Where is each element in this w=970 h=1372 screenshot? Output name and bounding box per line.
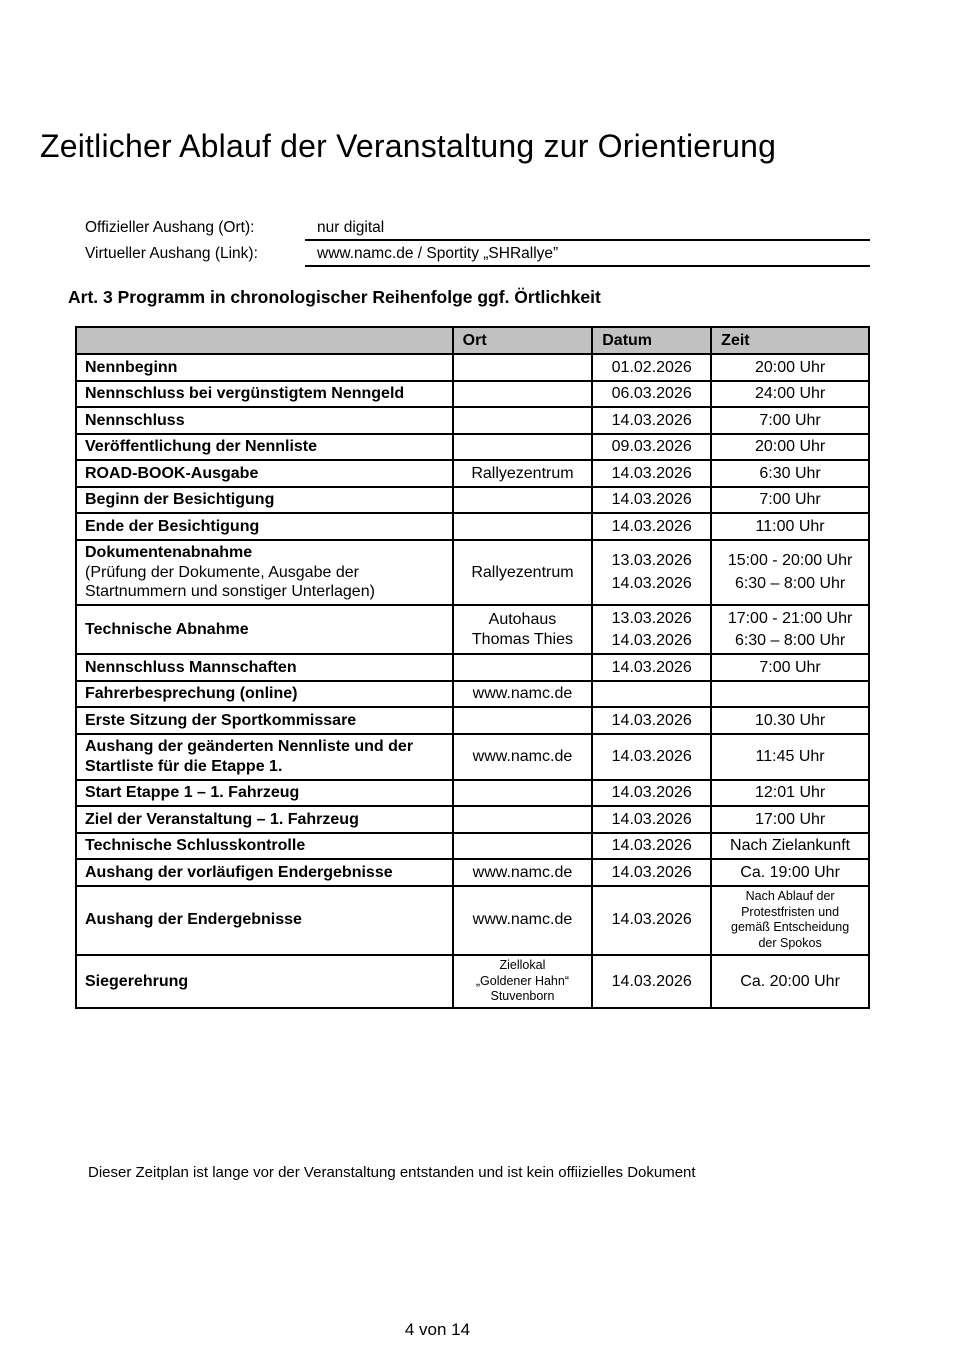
datum-line: 14.03.2026 [611,574,692,592]
zeit-cell [711,460,869,487]
zeit-line: 6:30 – 8:00 Uhr [734,574,846,592]
event-cell [76,859,453,886]
datum-line: 14.03.2026 [611,711,692,729]
table-row [76,806,869,833]
datum-cell [592,734,711,780]
event-cell [76,513,453,540]
datum-line: 13.03.2026 [611,552,692,570]
aushang-link-value: www.namc.de / Sportity „SHRallye” [305,243,870,267]
event-cell [76,955,453,1009]
zeit-line: 17:00 - 21:00 Uhr [727,609,853,627]
ort-cell [453,734,593,780]
ort-cell [453,886,593,955]
zeit-cell [711,654,869,681]
zeit-line: 7:00 Uhr [759,411,821,429]
datum-line: 01.02.2026 [611,358,692,376]
zeit-cell [711,487,869,514]
zeit-cell [711,407,869,434]
datum-line: 14.03.2026 [611,911,692,929]
zeit-line: gemäß Entscheidung [731,920,850,934]
event-cell [76,460,453,487]
datum-line: 14.03.2026 [611,517,692,535]
aushang-ort-value: nur digital [305,217,870,241]
zeit-cell [711,434,869,461]
event-sublabel: (Prüfung der Dokumente, Ausgabe der Startnummern und sonstiger Unterlagen) [85,563,375,600]
zeit-cell [711,381,869,408]
ort-cell [453,605,593,654]
zeit-cell [711,605,869,654]
aushang-row-ort [85,216,870,241]
event-label: Veröffentlichung der Nennliste [85,438,318,455]
event-cell [76,540,453,606]
ort-cell [453,833,593,860]
ort-line: Rallyezentrum [471,563,574,581]
table-row [76,487,869,514]
event-label: Nennbeginn [85,358,178,376]
event-label: Erste Sitzung der Sportkommissare [85,711,357,729]
event-cell [76,806,453,833]
event-cell [76,407,453,434]
zeit-line: Ca. 19:00 Uhr [740,863,840,881]
event-cell [76,833,453,860]
event-cell [76,734,453,780]
event-cell [76,354,453,381]
aushang-block [85,216,870,268]
datum-line: 14.03.2026 [611,747,692,765]
datum-cell [592,859,711,886]
zeit-line: Protestfristen und [741,904,840,919]
event-cell [76,381,453,408]
event-cell [76,654,453,681]
zeit-line: 17:00 Uhr [754,810,826,828]
ort-cell [453,780,593,807]
schedule-table [75,326,870,1009]
datum-cell [592,955,711,1009]
header-datum: Datum [592,327,711,354]
zeit-line: 11:45 Uhr [755,747,825,765]
zeit-line: Nach Zielankunft [730,837,851,854]
datum-line: 14.03.2026 [611,658,692,676]
ort-cell [453,460,593,487]
table-row [76,654,869,681]
table-row [76,833,869,860]
table-row [76,434,869,461]
event-label: Ende der Besichtigung [85,517,260,535]
ort-line: www.namc.de [472,911,573,929]
datum-cell [592,833,711,860]
event-label: Aushang der vorläufigen Endergebnisse [85,863,393,881]
datum-cell [592,886,711,955]
table-header-row [76,327,869,354]
zeit-cell [711,681,869,708]
event-cell [76,487,453,514]
ort-line: „Goldener Hahn“ [475,973,569,988]
event-label: Technische Schlusskontrolle [85,837,306,854]
ort-cell [453,707,593,734]
table-row [76,513,869,540]
header-ort: Ort [453,327,593,354]
event-label: Aushang der geänderten Nennliste und der Startliste für die Etappe 1. [85,738,414,775]
zeit-cell [711,955,869,1009]
ort-cell [453,354,593,381]
page-title: Zeitlicher Ablauf der Veranstaltung zur Orientierung [40,128,777,164]
event-label: Start Etappe 1 – 1. Fahrzeug [85,784,300,801]
table-row [76,540,869,606]
datum-line: 14.03.2026 [611,464,692,482]
event-cell [76,681,453,708]
event-label: Aushang der Endergebnisse [85,911,302,929]
datum-line: 14.03.2026 [611,411,692,429]
table-row [76,859,869,886]
table-row [76,407,869,434]
zeit-line: 11:00 Uhr [755,517,825,535]
ort-line: www.namc.de [472,685,573,702]
event-label: Dokumentenabnahme [85,544,253,561]
datum-line: 14.03.2026 [611,810,692,828]
zeit-line: 7:00 Uhr [759,491,821,508]
datum-line: 14.03.2026 [611,863,692,881]
event-label: Siegerehrung [85,972,189,990]
page-number: 4 von 14 [404,1320,471,1339]
datum-cell [592,513,711,540]
zeit-line: 15:00 - 20:00 Uhr [727,552,853,570]
aushang-ort-label: Offizieller Aushang (Ort): [85,219,255,236]
zeit-cell [711,806,869,833]
datum-cell [592,407,711,434]
datum-cell [592,654,711,681]
event-label: Fahrerbesprechung (online) [85,685,298,702]
event-cell [76,707,453,734]
zeit-line: 6:30 – 8:00 Uhr [734,632,846,649]
ort-cell [453,434,593,461]
event-cell [76,605,453,654]
table-row [76,886,869,955]
ort-cell [453,654,593,681]
event-cell [76,886,453,955]
event-label: Ziel der Veranstaltung – 1. Fahrzeug [85,810,359,828]
zeit-line: 10.30 Uhr [754,711,826,729]
datum-line: 14.03.2026 [611,491,692,508]
event-cell [76,434,453,461]
event-label: Nennschluss [85,411,185,429]
zeit-cell [711,859,869,886]
ort-cell [453,381,593,408]
ort-line: Rallyezentrum [471,464,574,482]
table-row [76,681,869,708]
aushang-link-label: Virtueller Aushang (Link): [85,245,258,262]
zeit-line: 20:00 Uhr [754,358,826,376]
datum-cell [592,605,711,654]
zeit-cell [711,707,869,734]
ort-line: Thomas Thies [471,630,573,648]
zeit-cell [711,354,869,381]
zeit-cell [711,734,869,780]
zeit-line: der Spokos [758,935,822,950]
datum-line: 14.03.2026 [611,632,692,649]
zeit-line: 12:01 Uhr [754,784,826,801]
zeit-line: Ca. 20:00 Uhr [740,972,840,990]
zeit-line: 20:00 Uhr [754,438,826,455]
section-heading: Art. 3 Programm in chronologischer Reihenfolge ggf. Örtlichkeit [68,287,601,307]
datum-line: 09.03.2026 [611,438,692,455]
event-label: Nennschluss Mannschaften [85,658,297,676]
table-row [76,780,869,807]
datum-cell [592,381,711,408]
event-label: Beginn der Besichtigung [85,491,275,508]
ort-cell [453,407,593,434]
event-label: Nennschluss bei vergünstigtem Nenngeld [85,385,405,402]
zeit-line: Nach Ablauf der [745,889,835,903]
table-row [76,955,869,1009]
zeit-line: 7:00 Uhr [759,658,821,676]
ort-cell [453,513,593,540]
ort-cell [453,955,593,1009]
ort-line: www.namc.de [472,863,573,881]
ort-cell [453,806,593,833]
datum-line: 14.03.2026 [611,972,692,990]
ort-cell [453,681,593,708]
datum-line: 14.03.2026 [611,837,692,854]
table-row [76,707,869,734]
table-row [76,734,869,780]
zeit-line: 24:00 Uhr [754,385,826,402]
table-row [76,605,869,654]
datum-line: 06.03.2026 [611,385,692,402]
datum-cell [592,487,711,514]
zeit-line: 6:30 Uhr [759,464,821,482]
aushang-row-link [85,242,870,267]
table-row [76,460,869,487]
datum-line: 14.03.2026 [611,784,692,801]
zeit-cell [711,780,869,807]
datum-cell [592,540,711,606]
event-cell [76,780,453,807]
ort-line: Stuvenborn [490,989,555,1003]
header-event [76,327,453,354]
ort-line: Ziellokal [499,958,546,972]
table-row [76,354,869,381]
datum-cell [592,354,711,381]
ort-cell [453,859,593,886]
datum-cell [592,681,711,708]
ort-cell [453,540,593,606]
datum-cell [592,434,711,461]
datum-line: 13.03.2026 [611,609,692,627]
datum-cell [592,806,711,833]
footer-note: Dieser Zeitplan ist lange vor der Veranstaltung entstanden und ist kein offiizielles Dokument [88,1164,696,1181]
datum-cell [592,780,711,807]
zeit-cell [711,540,869,606]
event-label: Technische Abnahme [85,620,249,638]
schedule-table-body [76,354,869,1008]
zeit-cell [711,886,869,955]
zeit-cell [711,513,869,540]
table-row [76,381,869,408]
zeit-cell [711,833,869,860]
header-zeit: Zeit [711,327,869,354]
ort-cell [453,487,593,514]
ort-line: Autohaus [488,611,557,628]
datum-cell [592,460,711,487]
event-label: ROAD-BOOK-Ausgabe [85,464,259,482]
ort-line: www.namc.de [472,747,573,765]
datum-cell [592,707,711,734]
